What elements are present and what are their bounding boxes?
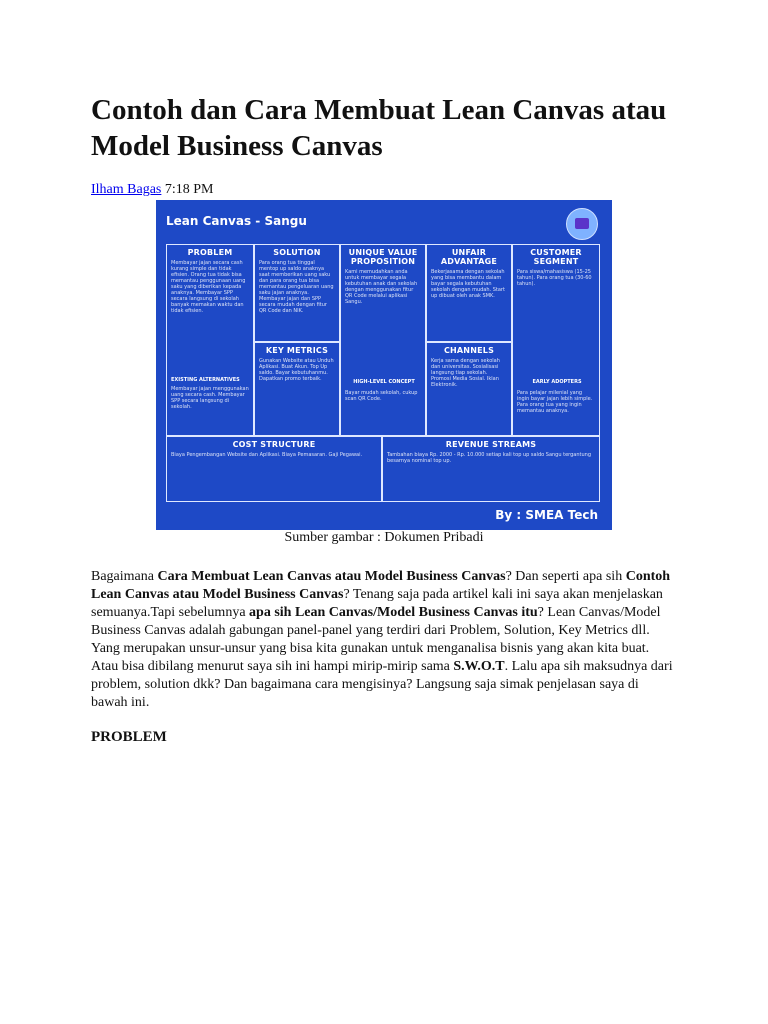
cell-title: UNFAIR ADVANTAGE	[440, 248, 498, 266]
cell-text: Kerja sama dengan sekolah dan universitas. Sosialisasi langsung tiap sekolah. Promosi Media Sosial. Iklan Elektronik.	[431, 358, 500, 388]
bold-run: S.W.O.T	[453, 659, 505, 674]
canvas-cell-unfair-advantage	[426, 244, 512, 342]
text-run: Bagaimana	[91, 569, 158, 584]
canvas-cell-channels	[426, 342, 512, 436]
text-run: . Lalu apa sih maksudnya dari problem, solution dkk? Dan bagaimana cara mengisinya? Langsung saja simak penjelasan saya di bawah ini.	[91, 659, 673, 710]
cell-text: Membayar jajan secara cash kurang simple dan tidak efisien. Orang tua tidak bisa memantau penggunaan uang saku yang diberikan kepada anaknya. Membayar SPP secara langsung di sekolah banyak memakan waktu dan tidak efisien.	[171, 260, 246, 314]
text-run: ? Lean Canvas/Model Business Canvas adalah gabungan panel-panel yang terdiri dari Problem, Solution, Key Metrics dll. Yang merupakan unsur-unsur yang bisa kita gunakan untuk menganalisa bisnis yang akan kita buat. Atau bisa dibilang menurut saya sih ini hampi mirip-mirip sama	[91, 605, 661, 674]
cell-title: REVENUE STREAMS	[445, 440, 537, 449]
canvas-cell-customer-segment	[512, 244, 600, 436]
post-time: 7:18 PM	[164, 182, 214, 197]
cell-title: COST STRUCTURE	[232, 440, 316, 449]
canvas-cell-problem	[166, 244, 254, 436]
cell-title: PROBLEM	[187, 248, 233, 257]
cell-text: Para pelajar milenial yang ingin bayar jajan lebih simple. Para orang tua yang ingin memantau anaknya.	[517, 390, 593, 414]
cell-subtitle: EARLY ADOPTERS	[532, 379, 582, 385]
canvas-cell-key-metrics	[254, 342, 340, 436]
cell-text: Tambahan biaya Rp. 2000 - Rp. 10.000 setiap kali top up saldo Sangu tergantung besarnya nominal top up.	[387, 452, 591, 464]
bold-run: apa sih Lean Canvas/Model Business Canvas itu	[249, 605, 538, 620]
cell-text: Biaya Pengembangan Website dan Aplikasi. Biaya Pemasaran. Gaji Pegawai.	[171, 452, 363, 458]
cell-title: SOLUTION	[273, 248, 321, 257]
cell-text: Para siswa/mahasiswa (15-25 tahun). Para orang tua (30-60 tahun).	[517, 269, 592, 287]
cell-text: Kami memudahkan anda untuk membayar segala kebutuhan anak dan sekolah dengan menggunakan fitur QR Code melalui aplikasi Sangu.	[345, 269, 418, 305]
text-run: ? Dan seperti apa sih	[505, 569, 626, 584]
cell-text: Para orang tua tinggal mentop up saldo anaknya saat memberikan uang saku dan para orang tua bisa memantau pengeluaran uang saku jajan anaknya. Membayar jajan dan SPP secara mudah dengan fitur QR Code dan NIK.	[259, 260, 334, 314]
text-run: ? Tenang saja pada artikel kali ini saya akan menjelaskan semuanya.Tapi sebelumnya	[91, 587, 663, 620]
bold-run: Cara Membuat Lean Canvas atau Model Business Canvas	[157, 569, 506, 584]
cell-text: Membayar jajan menggunakan uang secara cash. Membayar SPP secara langsung di sekolah.	[171, 386, 249, 410]
cell-title: KEY METRICS	[265, 346, 329, 355]
cell-text: Bekerjasama dengan sekolah yang bisa membantu dalam bayar segala kebutuhan sekolah dengan mudah. Start up dibuat oleh anak SMK.	[431, 269, 505, 299]
byline	[91, 182, 214, 198]
canvas-cell-uvp	[340, 244, 426, 436]
cell-title: CHANNELS	[443, 346, 495, 355]
cell-title: UNIQUE VALUE PROPOSITION	[348, 248, 418, 266]
cell-subtitle: HIGH-LEVEL CONCEPT	[353, 379, 415, 385]
wallet-logo-icon	[566, 208, 598, 240]
author-link[interactable]: Ilham Bagas	[91, 182, 162, 197]
lean-canvas-image	[156, 200, 612, 530]
article-title: Contoh dan Cara Membuat Lean Canvas atau Model Business Canvas	[91, 94, 667, 162]
cell-text: Gunakan Website atau Unduh Aplikasi. Buat Akun. Top Up saldo. Bayar kebutuhanmu. Dapatkan promo terbaik.	[259, 358, 334, 382]
canvas-cell-solution	[254, 244, 340, 342]
canvas-title: Lean Canvas - Sangu	[166, 214, 307, 228]
canvas-cell-revenue-streams	[382, 436, 600, 502]
cell-text: Bayar mudah sekolah, cukup scan QR Code.	[345, 390, 418, 402]
section-heading: PROBLEM	[91, 729, 167, 745]
cell-title: CUSTOMER SEGMENT	[530, 248, 582, 266]
canvas-cell-cost-structure	[166, 436, 382, 502]
body-paragraph	[91, 568, 676, 712]
image-caption: Sumber gambar : Dokumen Pribadi	[284, 530, 484, 545]
bold-run: Contoh Lean Canvas atau Model Business Canvas	[91, 569, 671, 602]
image-credit: By : SMEA Tech	[495, 508, 598, 522]
cell-subtitle: EXISTING ALTERNATIVES	[171, 377, 240, 383]
